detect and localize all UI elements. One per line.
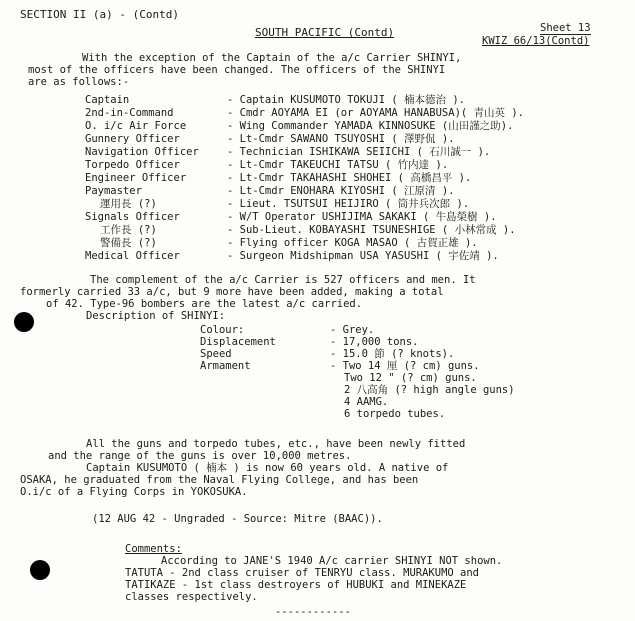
complement-line: Description of SHINYI: bbox=[86, 310, 226, 322]
comment-line: According to JANE'S 1940 A/c carrier SHINYI NOT shown. bbox=[161, 555, 503, 567]
punch-hole bbox=[30, 560, 50, 580]
officers-list: Captain - Captain KUSUMOTO TOKUJI ( 楠本德治 ). 2nd-in-Command - Cmdr AOYAMA EI (or AOYAMA HANABUSA)( 青山英 ). O. i/c Air Force - Wing Commander YAMADA KINNOSUKE (山田謹之助). Gunnery Officer - Lt-Cmdr SAWANO TSUYOSHI ( 澤野侃 ). Navigation Officer - Technician ISHIKAWA SEIICHI ( 石川誠一 ). Torpedo Officer - Lt-Cmdr TAKEUCHI TATSU ( 竹内達 ). Engineer Officer - Lt-Cmdr TAKAHASHI SHOHEI ( 高橋昌平 ). Paymaster - Lt-Cmdr ENOHARA KIYOSHI ( 江原清 ). 運用長 (?) - Lieut. TSUTSUI HEIJIRO ( 筒井兵次郎 ). Signals Officer - W/T Operator USHIJIMA SAKAKI ( 牛島榮樹 ). 工作長 (?) - Sub-Lieut. KOBAYASHI TSUNESHIGE ( 小林常成 ). 警備長 (?) - Flying officer KOGA MASAO ( 古賀正雄 ). Medical Officer - Surgeon Midshipman USA YASUSHI ( 宇佐靖 ). bbox=[85, 94, 525, 262]
guns-line: OSAKA, he graduated from the Naval Flying College, and has been bbox=[20, 474, 419, 486]
complement-paragraph bbox=[20, 274, 600, 322]
complement-line: formerly carried 33 a/c, but 9 more have been added, making a total bbox=[20, 286, 444, 298]
comments-heading: Comments: bbox=[125, 543, 182, 555]
comment-line: TATIKAZE - 1st class destroyers of HUBUKI and MINEKAZE bbox=[125, 579, 467, 591]
intro-line: With the exception of the Captain of the a/c Carrier SHINYI, bbox=[82, 52, 462, 64]
complement-line: The complement of the a/c Carrier is 527 officers and men. It bbox=[90, 274, 476, 286]
complement-line: of 42. Type-96 bombers are the latest a/c carried. bbox=[46, 298, 363, 310]
comments-body bbox=[125, 555, 625, 603]
guns-line: O.i/c of a Flying Corps in YOKOSUKA. bbox=[20, 486, 248, 498]
ship-description: Colour: - Grey. Displacement - 17,000 tons. Speed - 15.0 節 (? knots). Armament - Two 14 厘 (? cm) guns. Two 12 " (? cm) guns. 2 八高角 (? high angle guns) 4 AAMG. 6 torpedo tubes. bbox=[200, 324, 515, 420]
comment-line: TATUTA - 2nd class cruiser of TENRYU class. MURAKUMO and bbox=[125, 567, 480, 579]
page-title: SOUTH PACIFIC (Contd) bbox=[255, 26, 395, 39]
section-heading: SECTION II (a) - (Contd) bbox=[20, 8, 179, 21]
closing-rule: ------------ bbox=[275, 606, 351, 618]
reference-code: KWIZ 66/13(Contd) bbox=[482, 35, 590, 47]
comment-line: classes respectively. bbox=[125, 591, 258, 603]
intro-paragraph bbox=[28, 52, 620, 88]
guns-line: All the guns and torpedo tubes, etc., have been newly fitted bbox=[86, 438, 466, 450]
punch-hole bbox=[14, 312, 34, 332]
intro-line: most of the officers have been changed. The officers of the SHINYI bbox=[28, 64, 446, 76]
guns-line: Captain KUSUMOTO ( 楠本 ) is now 60 years old. A native of bbox=[86, 462, 449, 474]
intro-line: are as follows:- bbox=[28, 76, 130, 88]
guns-line: and the range of the guns is over 10,000 metres. bbox=[48, 450, 352, 462]
source-line: (12 AUG 42 - Ungraded - Source: Mitre (BAAC)). bbox=[92, 513, 383, 525]
guns-paragraph bbox=[20, 438, 600, 498]
sheet-number: Sheet 13 bbox=[540, 22, 591, 34]
